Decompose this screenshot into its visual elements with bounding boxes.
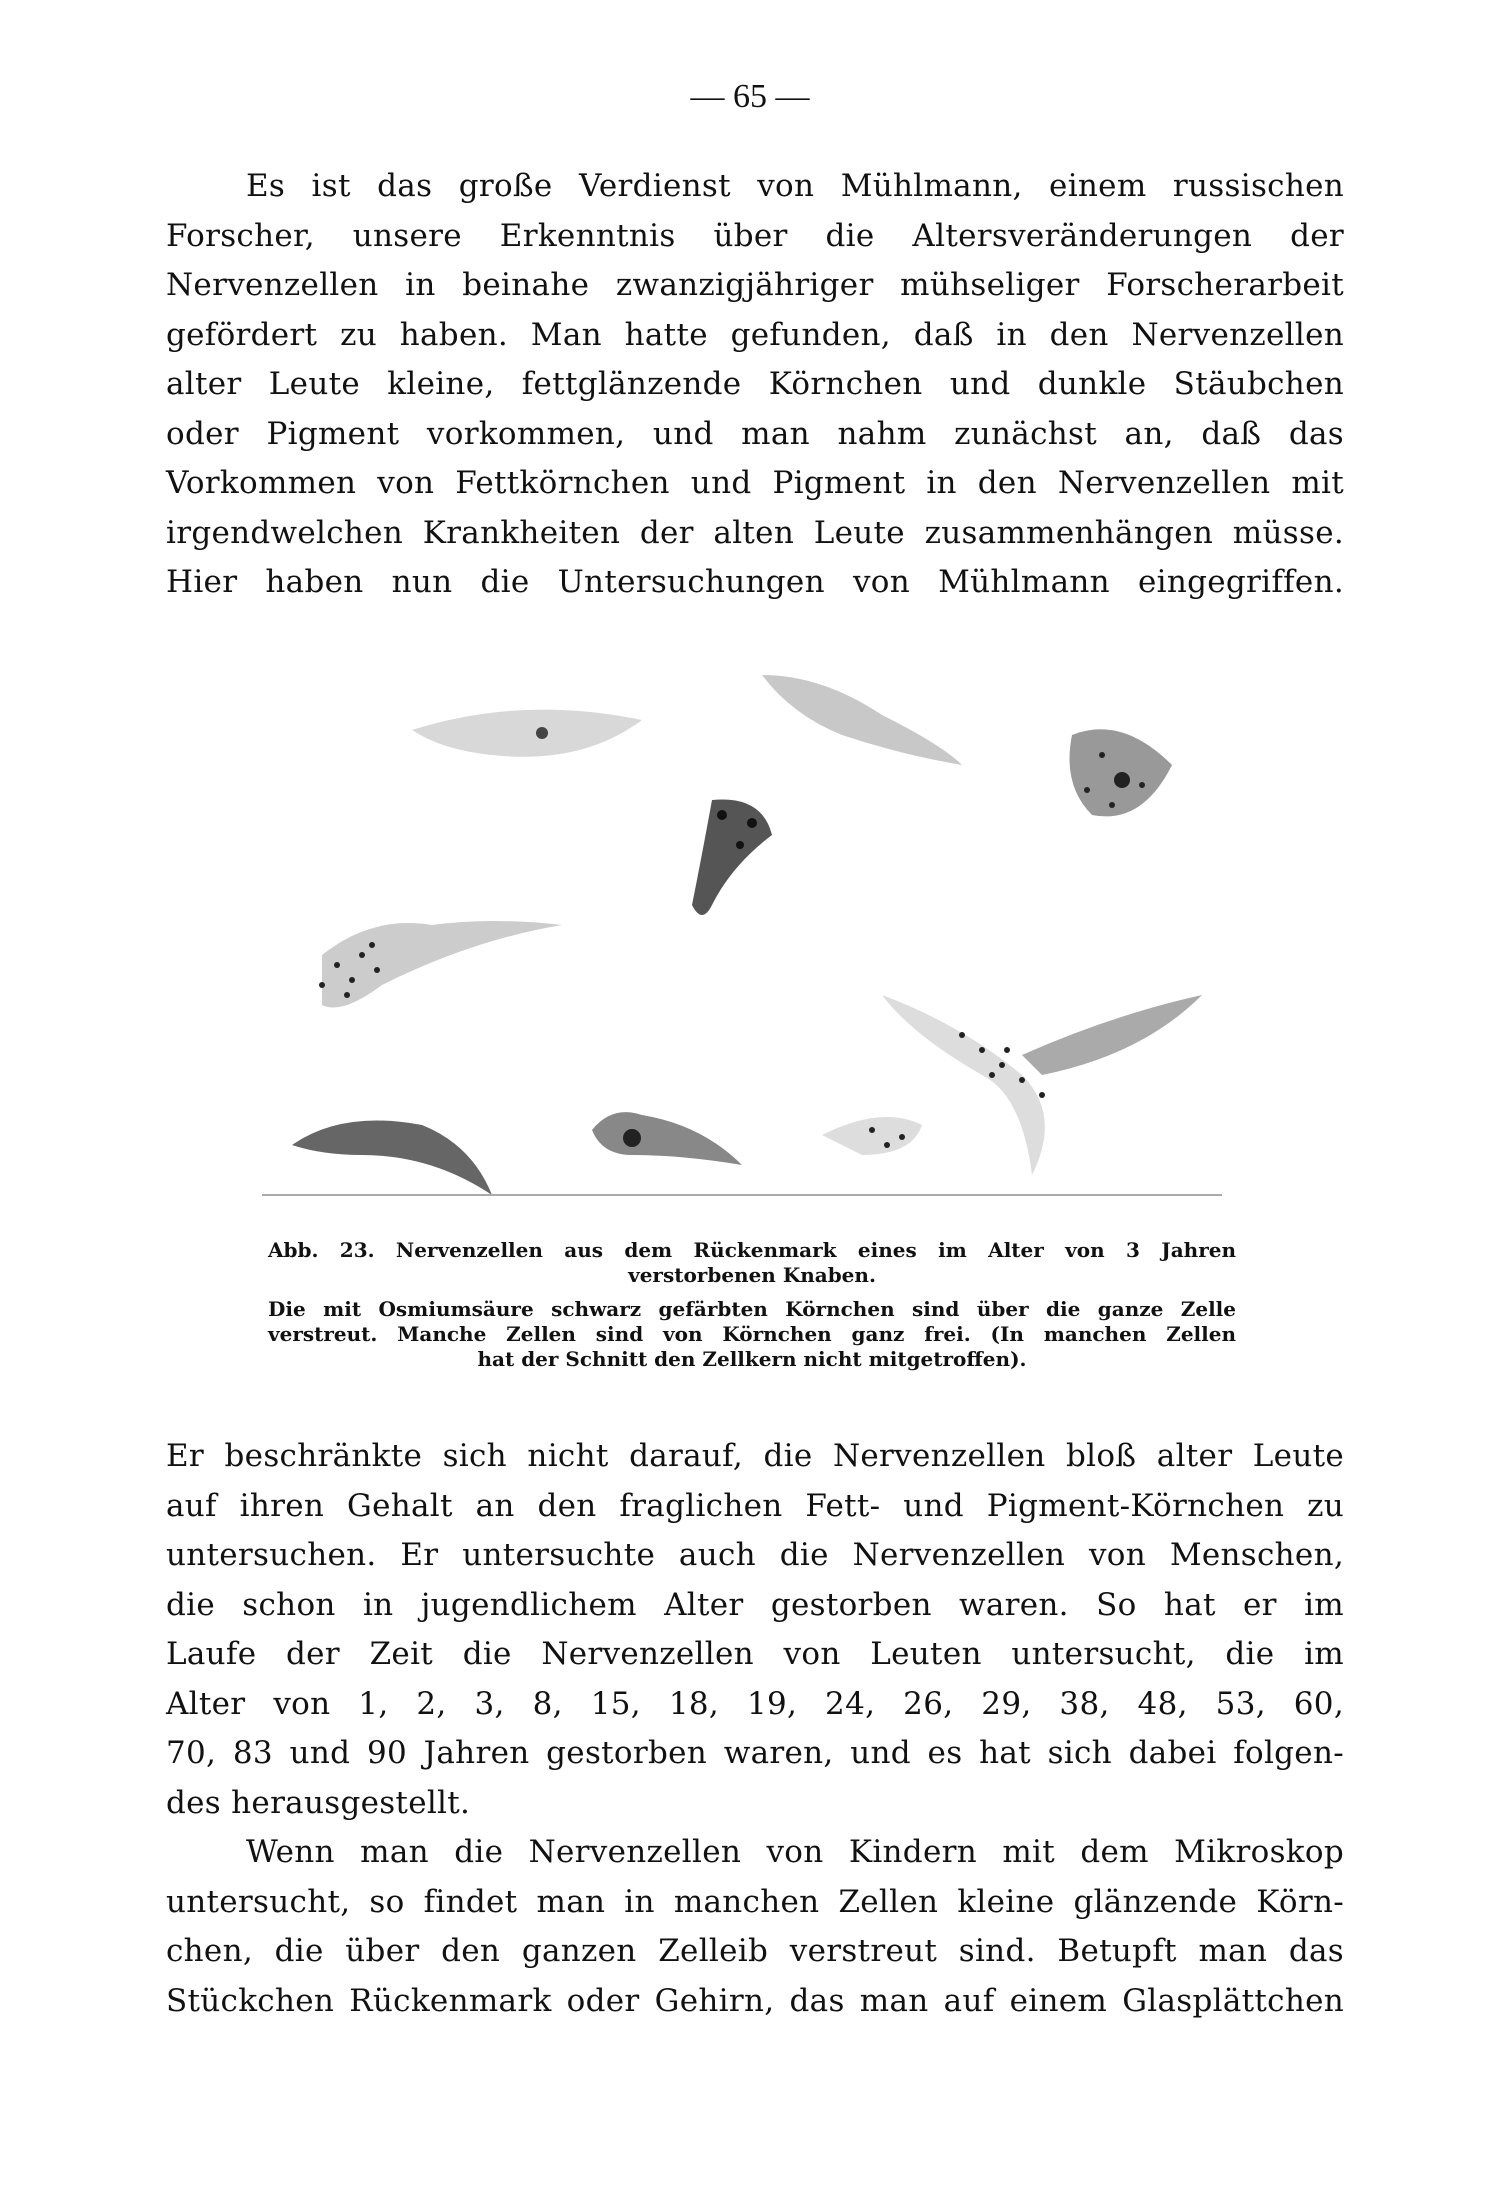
caption-line: verstreut. Manche Zellen sind von Körnchen ganz frei. (In manchen Zellen — [268, 1322, 1236, 1346]
text-line: untersucht, so findet man in manchen Zellen kleine glänzende Körn- — [166, 1883, 1344, 1920]
text-line: gefördert zu haben. Man hatte gefunden, daß in den Nervenzellen — [166, 316, 1344, 353]
text-line: auf ihren Gehalt an den fraglichen Fett- und Pigment-Körnchen zu — [166, 1487, 1344, 1524]
figure-caption-text — [268, 1297, 1236, 1372]
figure-nerve-cells — [262, 655, 1262, 1200]
paragraph-2 — [166, 1432, 1344, 2026]
caption-line: Die mit Osmiumsäure schwarz gefärbten Körnchen sind über die ganze Zelle — [268, 1297, 1236, 1321]
text-line: untersuchen. Er untersuchte auch die Nervenzellen von Menschen, — [166, 1537, 1344, 1573]
caption-line: Abb. 23. Nervenzellen aus dem Rückenmark eines im Alter von 3 Jahren — [268, 1238, 1236, 1262]
caption-line: verstorbenen Knaben. — [628, 1263, 876, 1287]
text-line: Hier haben nun die Untersuchungen von Mühlmann eingegriffen. — [166, 564, 1344, 600]
text-line: Laufe der Zeit die Nervenzellen von Leuten untersucht, die im — [166, 1636, 1344, 1672]
page-number: — 65 — — [690, 78, 810, 115]
text-line: alter Leute kleine, fettglänzende Körnchen und dunkle Stäubchen — [166, 366, 1344, 402]
caption-line: hat der Schnitt den Zellkern nicht mitgetroffen). — [477, 1347, 1027, 1371]
text-line: Nervenzellen in beinahe zwanzigjähriger mühseliger Forscherarbeit — [166, 267, 1344, 303]
text-line: Vorkommen von Fettkörnchen und Pigment in den Nervenzellen mit — [166, 465, 1344, 501]
text-line: Alter von 1, 2, 3, 8, 15, 18, 19, 24, 26, 29, 38, 48, 53, 60, — [166, 1685, 1344, 1722]
paragraph-1 — [166, 162, 1344, 608]
text-line: oder Pigment vorkommen, und man nahm zunächst an, daß das — [166, 415, 1344, 452]
text-line: chen, die über den ganzen Zelleib verstreut sind. Betupft man das — [166, 1933, 1344, 1969]
text-line: Forscher, unsere Erkenntnis über die Altersveränderungen der — [166, 217, 1344, 254]
text-line: Wenn man die Nervenzellen von Kindern mit dem Mikroskop — [246, 1834, 1344, 1870]
text-line: Stückchen Rückenmark oder Gehirn, das man auf einem Glasplättchen — [166, 1982, 1344, 2019]
figure-caption-title — [268, 1238, 1236, 1288]
text-line: irgendwelchen Krankheiten der alten Leute zusammenhängen müsse. — [166, 514, 1344, 551]
nerve-cell-illustrations — [262, 675, 1222, 1195]
text-line: die schon in jugendlichem Alter gestorben waren. So hat er im — [166, 1586, 1344, 1623]
text-line: Es ist das große Verdienst von Mühlmann, einem russischen — [246, 168, 1344, 204]
text-line: des herausgestellt. — [166, 1784, 471, 1821]
text-line: Er beschränkte sich nicht darauf, die Nervenzellen bloß alter Leute — [166, 1438, 1344, 1474]
text-line: 70, 83 und 90 Jahren gestorben waren, und es hat sich dabei folgen- — [166, 1735, 1344, 1771]
